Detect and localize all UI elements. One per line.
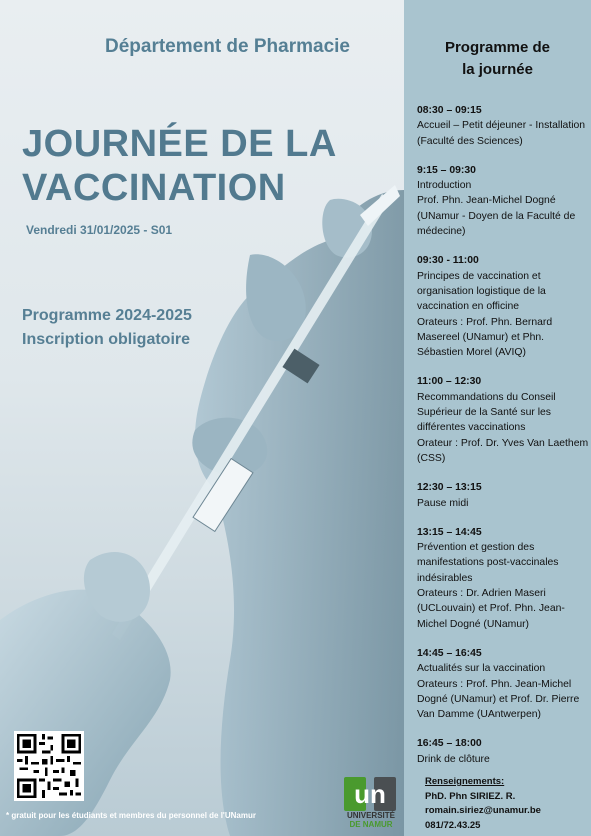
footnote: * gratuit pour les étudiants et membres du personnel de l'UNamur: [6, 811, 256, 820]
session-item: [417, 480, 589, 511]
session-item: [417, 103, 589, 149]
session-text: Actualités sur la vaccination Orateurs : Prof. Phn. Jean-Michel Dogné (UNamur) et Prof. Dr. Pierre Van Damme (UAntwerpen): [417, 663, 580, 721]
contact-name: PhD. Phn SIRIEZ. R.: [425, 790, 516, 802]
session-item: [417, 253, 589, 360]
session-time: 14:45 – 16:45: [417, 647, 482, 659]
session-time: 16:45 – 18:00: [417, 738, 482, 750]
session-text: Principes de vaccination et organisation logistique de la vaccination en officine Orateurs : Prof. Phn. Bernard Masereel (UNamur) et Phn. Sébastien Morel (AVIQ): [417, 270, 553, 359]
contact-email[interactable]: romain.siriez@unamur.be: [425, 805, 541, 816]
session-list: [417, 103, 589, 781]
session-item: [417, 646, 589, 722]
session-text: Drink de clôture: [417, 753, 490, 765]
event-date: Vendredi 31/01/2025 - S01: [26, 223, 173, 237]
programme-info: [22, 304, 192, 352]
logo-mark: un: [354, 779, 386, 809]
panel-title-line: Programme de: [444, 39, 551, 56]
session-text: Accueil – Petit déjeuner - Installation (Faculté des Sciences): [417, 120, 586, 147]
session-item: [417, 163, 589, 239]
title-line: VACCINATION: [22, 167, 286, 209]
session-item: [417, 374, 589, 466]
programme-year: Programme 2024-2025: [22, 307, 192, 324]
session-text: Recommandations du Conseil Supérieur de la Santé sur les différentes vaccinations Orateur : Prof. Dr. Yves Van Laethem (CSS): [417, 391, 589, 464]
contact-info: [425, 775, 541, 833]
logo-line: DE NAMUR: [349, 820, 393, 829]
session-time: 09:30 - 11:00: [417, 255, 479, 267]
session-time: 9:15 – 09:30: [417, 164, 476, 176]
department-name: Département de Pharmacie: [105, 36, 350, 57]
session-time: 11:00 – 12:30: [417, 376, 482, 388]
session-text: Introduction Prof. Phn. Jean-Michel Dogné (UNamur - Doyen de la Faculté de médecine): [417, 180, 576, 238]
contact-phone: 081/72.43.25: [425, 819, 481, 831]
event-title: [22, 122, 337, 210]
session-text: Pause midi: [417, 497, 469, 509]
title-line: JOURNÉE DE LA: [22, 123, 337, 165]
session-text: Prévention et gestion des manifestations post-vaccinales indésirables Orateurs : Dr. Adrien Maseri (UCLouvain) et Prof. Phn. Jean-Michel Dogné (UNamur): [417, 542, 565, 630]
panel-title: [404, 37, 591, 81]
session-item: [417, 525, 589, 632]
session-time: 08:30 – 09:15: [417, 105, 482, 116]
logo-line: UNIVERSITÉ: [346, 811, 395, 820]
session-item: [417, 736, 589, 767]
panel-title-line: la journée: [462, 61, 533, 78]
session-time: 12:30 – 13:15: [417, 482, 482, 494]
programme-panel: [404, 0, 591, 836]
logo-text: [340, 811, 402, 829]
contact-label: Renseignements:: [425, 776, 505, 787]
qr-code[interactable]: [14, 731, 84, 801]
registration-note: Inscription obligatoire: [22, 331, 191, 348]
session-time: 13:15 – 14:45: [417, 526, 482, 538]
